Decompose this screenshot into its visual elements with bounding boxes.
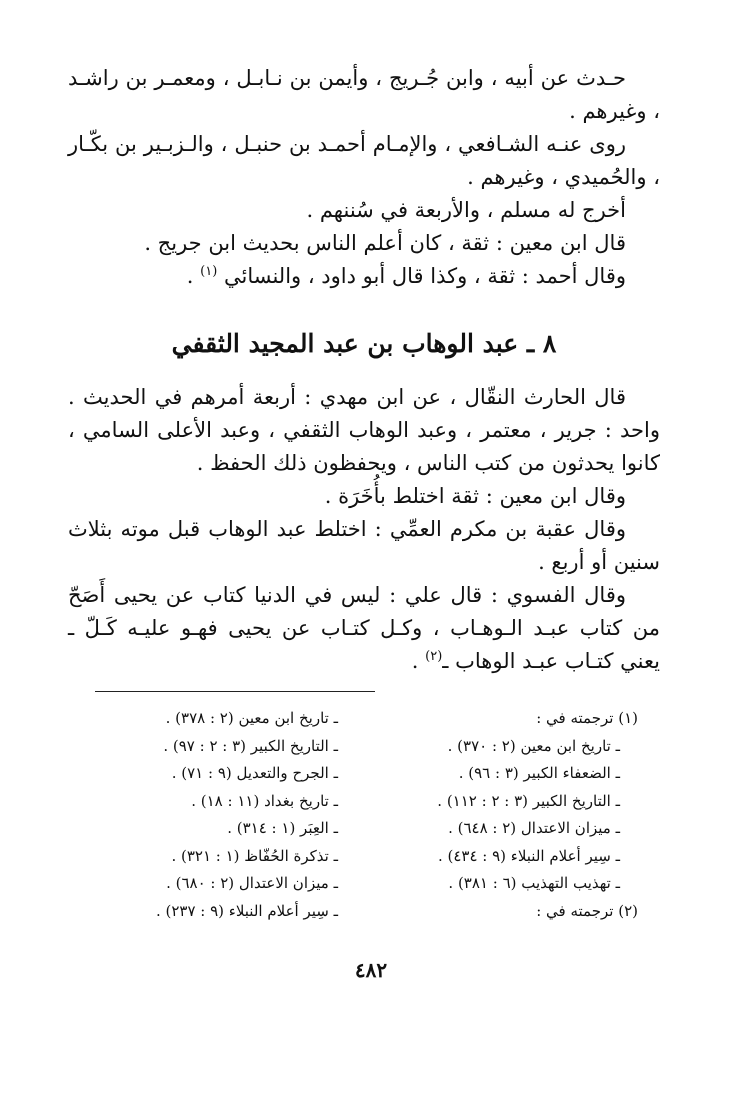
footnote-line: ـ سِير أعلام النبلاء (٩ : ٤٣٤) . [437, 846, 620, 865]
footnote-line: ـ ميزان الاعتدال (٢ : ٦٤٨) . [448, 819, 620, 837]
paragraph-7: وقال ابن معين : ثقة اختلط بأُخَرَة . [324, 484, 626, 508]
footnote-line: ـ التاريخ الكبير (٣ : ٢ : ١١٢) . [437, 791, 620, 810]
section-heading: ٨ ـ عبد الوهاب بن عبد المجيد الثقفي [171, 329, 557, 358]
paragraph-4: قال ابن معين : ثقة ، كان أعلم الناس بحديث ابن جريج . [144, 231, 626, 255]
footnote-ref-1[interactable]: (١) [200, 264, 218, 279]
footnote-line: ـ العِبَر (١ : ٣١٤) . [227, 819, 338, 837]
footnote-divider [95, 691, 375, 692]
paragraph-1: حـدث عن أبيه ، وابن جُـريج ، وأيمن بن نـابـل ، ومعمـر بن راشـد ، وغيرهم . [68, 66, 660, 123]
paragraph-5-end: . [186, 264, 201, 288]
footnote-line: ـ الضعفاء الكبير (٣ : ٩٦) . [458, 764, 620, 782]
paragraph-6: قال الحارث النقّال ، عن ابن مهدي : أربعة أمرهم في الحديث . واحد : جرير ، معتمر ، وعبد الوهاب الثقفي ، وعبد الأعلى السامي ، كانوا يحدثون من كتب الناس ، ويحفظون ذلك الحفظ . [68, 385, 660, 475]
footnotes [78, 705, 638, 925]
footnote-line: ـ تاريخ ابن معين (٢ : ٣٧٨) . [165, 709, 338, 727]
paragraph-3: أخرج له مسلم ، والأربعة في سُننهم . [306, 198, 626, 222]
paragraph-8: وقال عقبة بن مكرم العمِّي : اختلط عبد الوهاب قبل موته بثلاث سنين أو أربع . [68, 517, 660, 574]
footnote-line: ـ الجرح والتعديل (٩ : ٧١) . [171, 764, 338, 782]
footnote-line: (١) ترجمته في : [536, 709, 638, 727]
paragraph-9 [68, 579, 660, 678]
footnote-line: ـ تاريخ ابن معين (٢ : ٣٧٠) . [447, 736, 620, 755]
footnotes-left-column [78, 705, 338, 925]
footnote-ref-2[interactable]: (٢) [425, 649, 443, 664]
paragraph-9-end: . [411, 649, 426, 673]
footnote-line: ـ تهذيب التهذيب (٦ : ٣٨١) . [448, 874, 620, 892]
paragraph-2: روى عنـه الشـافعي ، والإمـام أحمـد بن حنبـل ، والـزبـير بن بكّـار ، والحُميدي ، وغيرهم . [68, 132, 660, 189]
footnote-line: ـ سِير أعلام النبلاء (٩ : ٢٣٧) . [155, 901, 338, 920]
page-number: ٤٨٢ [354, 958, 388, 982]
footnote-line: ـ تاريخ بغداد (١١ : ١٨) . [191, 791, 338, 810]
paragraph-5-text: وقال أحمد : ثقة ، وكذا قال أبو داود ، والنسائي [223, 264, 626, 288]
paragraph-9-text: وقال الفسوي : قال علي : ليس في الدنيا كتاب عن يحيى أَصَحّ من كتاب عبـد الـوهـاب ، وكـل كتـاب عن يحيى فهـو عليـه كَـلّ ـ يعني كتـاب عبـد الوهاب ـ [68, 583, 660, 673]
footnote-line: ـ تذكرة الحُفّاظ (١ : ٣٢١) . [171, 846, 338, 865]
footnote-line: (٢) ترجمته في : [536, 901, 638, 920]
footnotes-right-column [378, 705, 638, 925]
footnote-line: ـ التاريخ الكبير (٣ : ٢ : ٩٧) . [163, 736, 338, 755]
footnote-line: ـ ميزان الاعتدال (٢ : ٦٨٠) . [166, 874, 338, 892]
paragraph-5 [68, 260, 660, 293]
page-body [68, 62, 660, 678]
